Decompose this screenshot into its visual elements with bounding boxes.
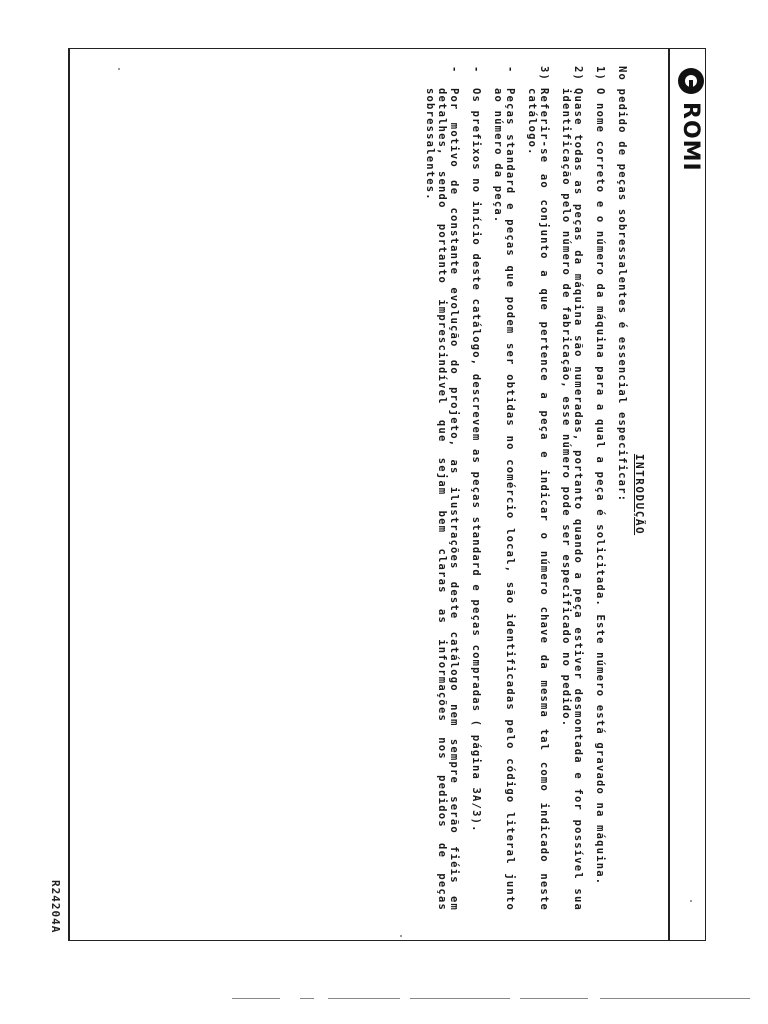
list-item <box>424 66 460 911</box>
scan-artifact <box>232 998 280 999</box>
list-marker: - <box>448 66 460 74</box>
list-item <box>492 66 516 911</box>
brand-logo <box>678 68 704 172</box>
document-body <box>414 66 628 911</box>
list-item-text: O nome correto e o número da máquina para a qual a peça é solicitada. Este número está gravado na máquina. <box>594 88 606 886</box>
scan-artifact <box>328 998 400 999</box>
document-title: INTRODUÇÃO <box>633 453 646 536</box>
list-item-text: Referir-se ao conjunto a que pertence a peça e indicar o número chave da mesma tal como indicado neste catálogo. <box>526 88 550 911</box>
list-marker: 1) <box>594 66 606 82</box>
romi-logo-icon <box>678 68 704 94</box>
list-item <box>526 66 550 911</box>
list-item <box>470 66 482 911</box>
list-marker: - <box>504 66 516 74</box>
list-marker: 3) <box>538 66 550 82</box>
scan-speck <box>400 935 402 937</box>
header-divider <box>668 48 670 941</box>
scan-artifact <box>520 998 588 999</box>
list-item <box>560 66 584 911</box>
list-marker: 2) <box>572 66 584 82</box>
list-item-text: Por motivo de constante evolução do projeto, as ilustrações deste catálogo nem sempre serão fiéis em detalhes, sendo portanto imprescindível que sejam bem claras as informações nos pedidos de peças sobressalentes. <box>424 88 460 911</box>
list-item-text: Os prefixos no início deste catálogo, descrevem as peças standard e peças compradas ( página 3A/3). <box>470 88 482 833</box>
brand-name: ROMI <box>678 102 704 172</box>
list-item <box>594 66 606 911</box>
list-marker: - <box>470 66 482 74</box>
scan-artifact <box>600 998 750 999</box>
scan-speck <box>690 900 692 902</box>
scan-artifact <box>410 998 510 999</box>
list-item-text: Quase todas as peças da máquina são numeradas, portanto quando a peça estiver desmontada e for possível sua identificação pelo número de fabricação, esse número pode ser especificado no pedido. <box>560 88 584 911</box>
rotated-page <box>68 48 704 941</box>
intro-paragraph: No pedido de peças sobressalentes é essencial especificar: <box>616 66 628 503</box>
list-item-text: Peças standard e peças que podem ser obtidas no comércio local, são identificadas pelo código literal junto ao número da peça. <box>492 88 516 911</box>
scan-artifact <box>300 998 314 999</box>
document-code: R24204A <box>49 880 62 934</box>
scan-speck <box>118 68 120 70</box>
